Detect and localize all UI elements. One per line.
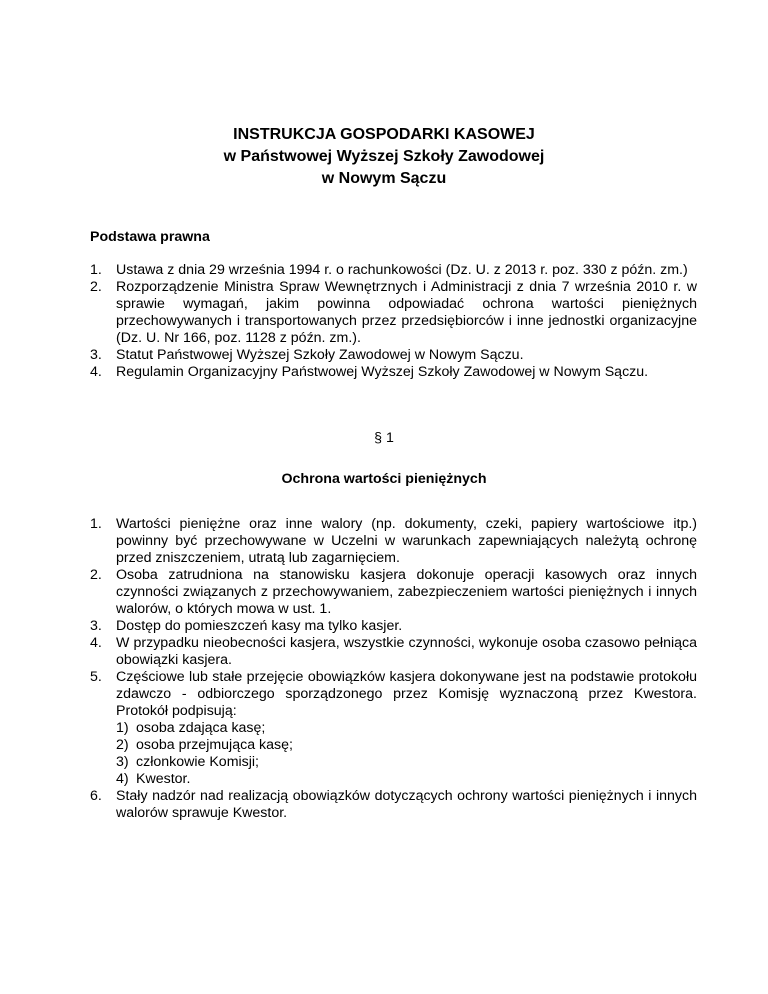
sub-item-number: 3) <box>116 754 129 770</box>
sub-item-number: 2) <box>116 737 129 753</box>
item-text: Osoba zatrudniona na stanowisku kasjera dokonuje operacji kasowych oraz innych czynności związanych z przechowywaniem, zabezpieczeniem wartości pieniężnych i innych walorów, o których mowa w ust. 1. <box>116 567 697 617</box>
sub-list-item <box>116 737 697 754</box>
item-number: 5. <box>90 669 102 685</box>
title-line-2: w Państwowej Wyższej Szkoły Zawodowej <box>223 148 545 165</box>
sub-list-item <box>116 771 697 788</box>
document-title <box>0 124 768 190</box>
item-number: 1. <box>90 262 102 278</box>
section-title: Ochrona wartości pieniężnych <box>281 471 487 487</box>
sub-item-text: osoba zdająca kasę; <box>136 720 266 736</box>
list-item <box>90 635 697 669</box>
sub-item-text: członkowie Komisji; <box>136 754 259 770</box>
item-text: Ustawa z dnia 29 września 1994 r. o rachunkowości (Dz. U. z 2013 r. poz. 330 z późn. zm.) <box>116 262 688 278</box>
item-number: 3. <box>90 347 102 363</box>
signatories-list <box>116 720 697 788</box>
item-number: 4. <box>90 364 102 380</box>
title-line-3: w Nowym Sączu <box>321 170 447 187</box>
item-text: Dostęp do pomieszczeń kasy ma tylko kasjer. <box>116 618 403 634</box>
list-item <box>90 618 697 635</box>
item-number: 6. <box>90 788 102 804</box>
item-text: Wartości pieniężne oraz inne walory (np. dokumenty, czeki, papiery wartościowe itp.) powinny być przechowywane w Uczelni w warunkach zapewniających należytą ochronę przed zniszczeniem, utratą lub zagarnięciem. <box>116 516 697 566</box>
legal-basis-list <box>90 262 697 381</box>
title-line-1: INSTRUKCJA GOSPODARKI KASOWEJ <box>233 126 535 143</box>
item-text: Stały nadzór nad realizacją obowiązków dotyczących ochrony wartości pieniężnych i innych walorów sprawuje Kwestor. <box>116 788 697 821</box>
sub-item-text: Kwestor. <box>136 771 191 787</box>
list-item <box>90 567 697 618</box>
item-text: Statut Państwowej Wyższej Szkoły Zawodowej w Nowym Sączu. <box>116 347 524 363</box>
item-number: 2. <box>90 567 102 583</box>
sub-item-number: 1) <box>116 720 129 736</box>
section1-list <box>90 516 697 822</box>
list-item <box>90 516 697 567</box>
item-text: W przypadku nieobecności kasjera, wszystkie czynności, wykonuje osoba czasowo pełniąca obowiązki kasjera. <box>116 635 697 668</box>
item-text: Częściowe lub stałe przejęcie obowiązków kasjera dokonywane jest na podstawie protokołu zdawczo - odbiorczego sporządzonego przez Komisję wyznaczoną przez Kwestora. Protokół podpisują: <box>116 669 697 719</box>
legal-basis-heading: Podstawa prawna <box>90 229 210 245</box>
item-text: Regulamin Organizacyjny Państwowej Wyższej Szkoły Zawodowej w Nowym Sączu. <box>116 364 649 380</box>
list-item <box>90 669 697 788</box>
list-item <box>90 279 697 347</box>
list-item <box>90 262 697 279</box>
list-item <box>90 347 697 364</box>
item-text: Rozporządzenie Ministra Spraw Wewnętrznych i Administracji z dnia 7 września 2010 r. w sprawie wymagań, jakim powinna odpowiadać ochrona wartości pieniężnych przechowywanych i transportowanych przez przedsiębiorców i inne jednostki organizacyjne (Dz. U. Nr 166, poz. 1128 z późn. zm.). <box>116 279 697 346</box>
sub-item-number: 4) <box>116 771 129 787</box>
item-number: 4. <box>90 635 102 651</box>
item-number: 3. <box>90 618 102 634</box>
list-item <box>90 364 697 381</box>
section-symbol: § 1 <box>374 430 394 446</box>
sub-list-item <box>116 720 697 737</box>
item-number: 2. <box>90 279 102 295</box>
list-item <box>90 788 697 822</box>
item-number: 1. <box>90 516 102 532</box>
sub-list-item <box>116 754 697 771</box>
sub-item-text: osoba przejmująca kasę; <box>136 737 293 753</box>
